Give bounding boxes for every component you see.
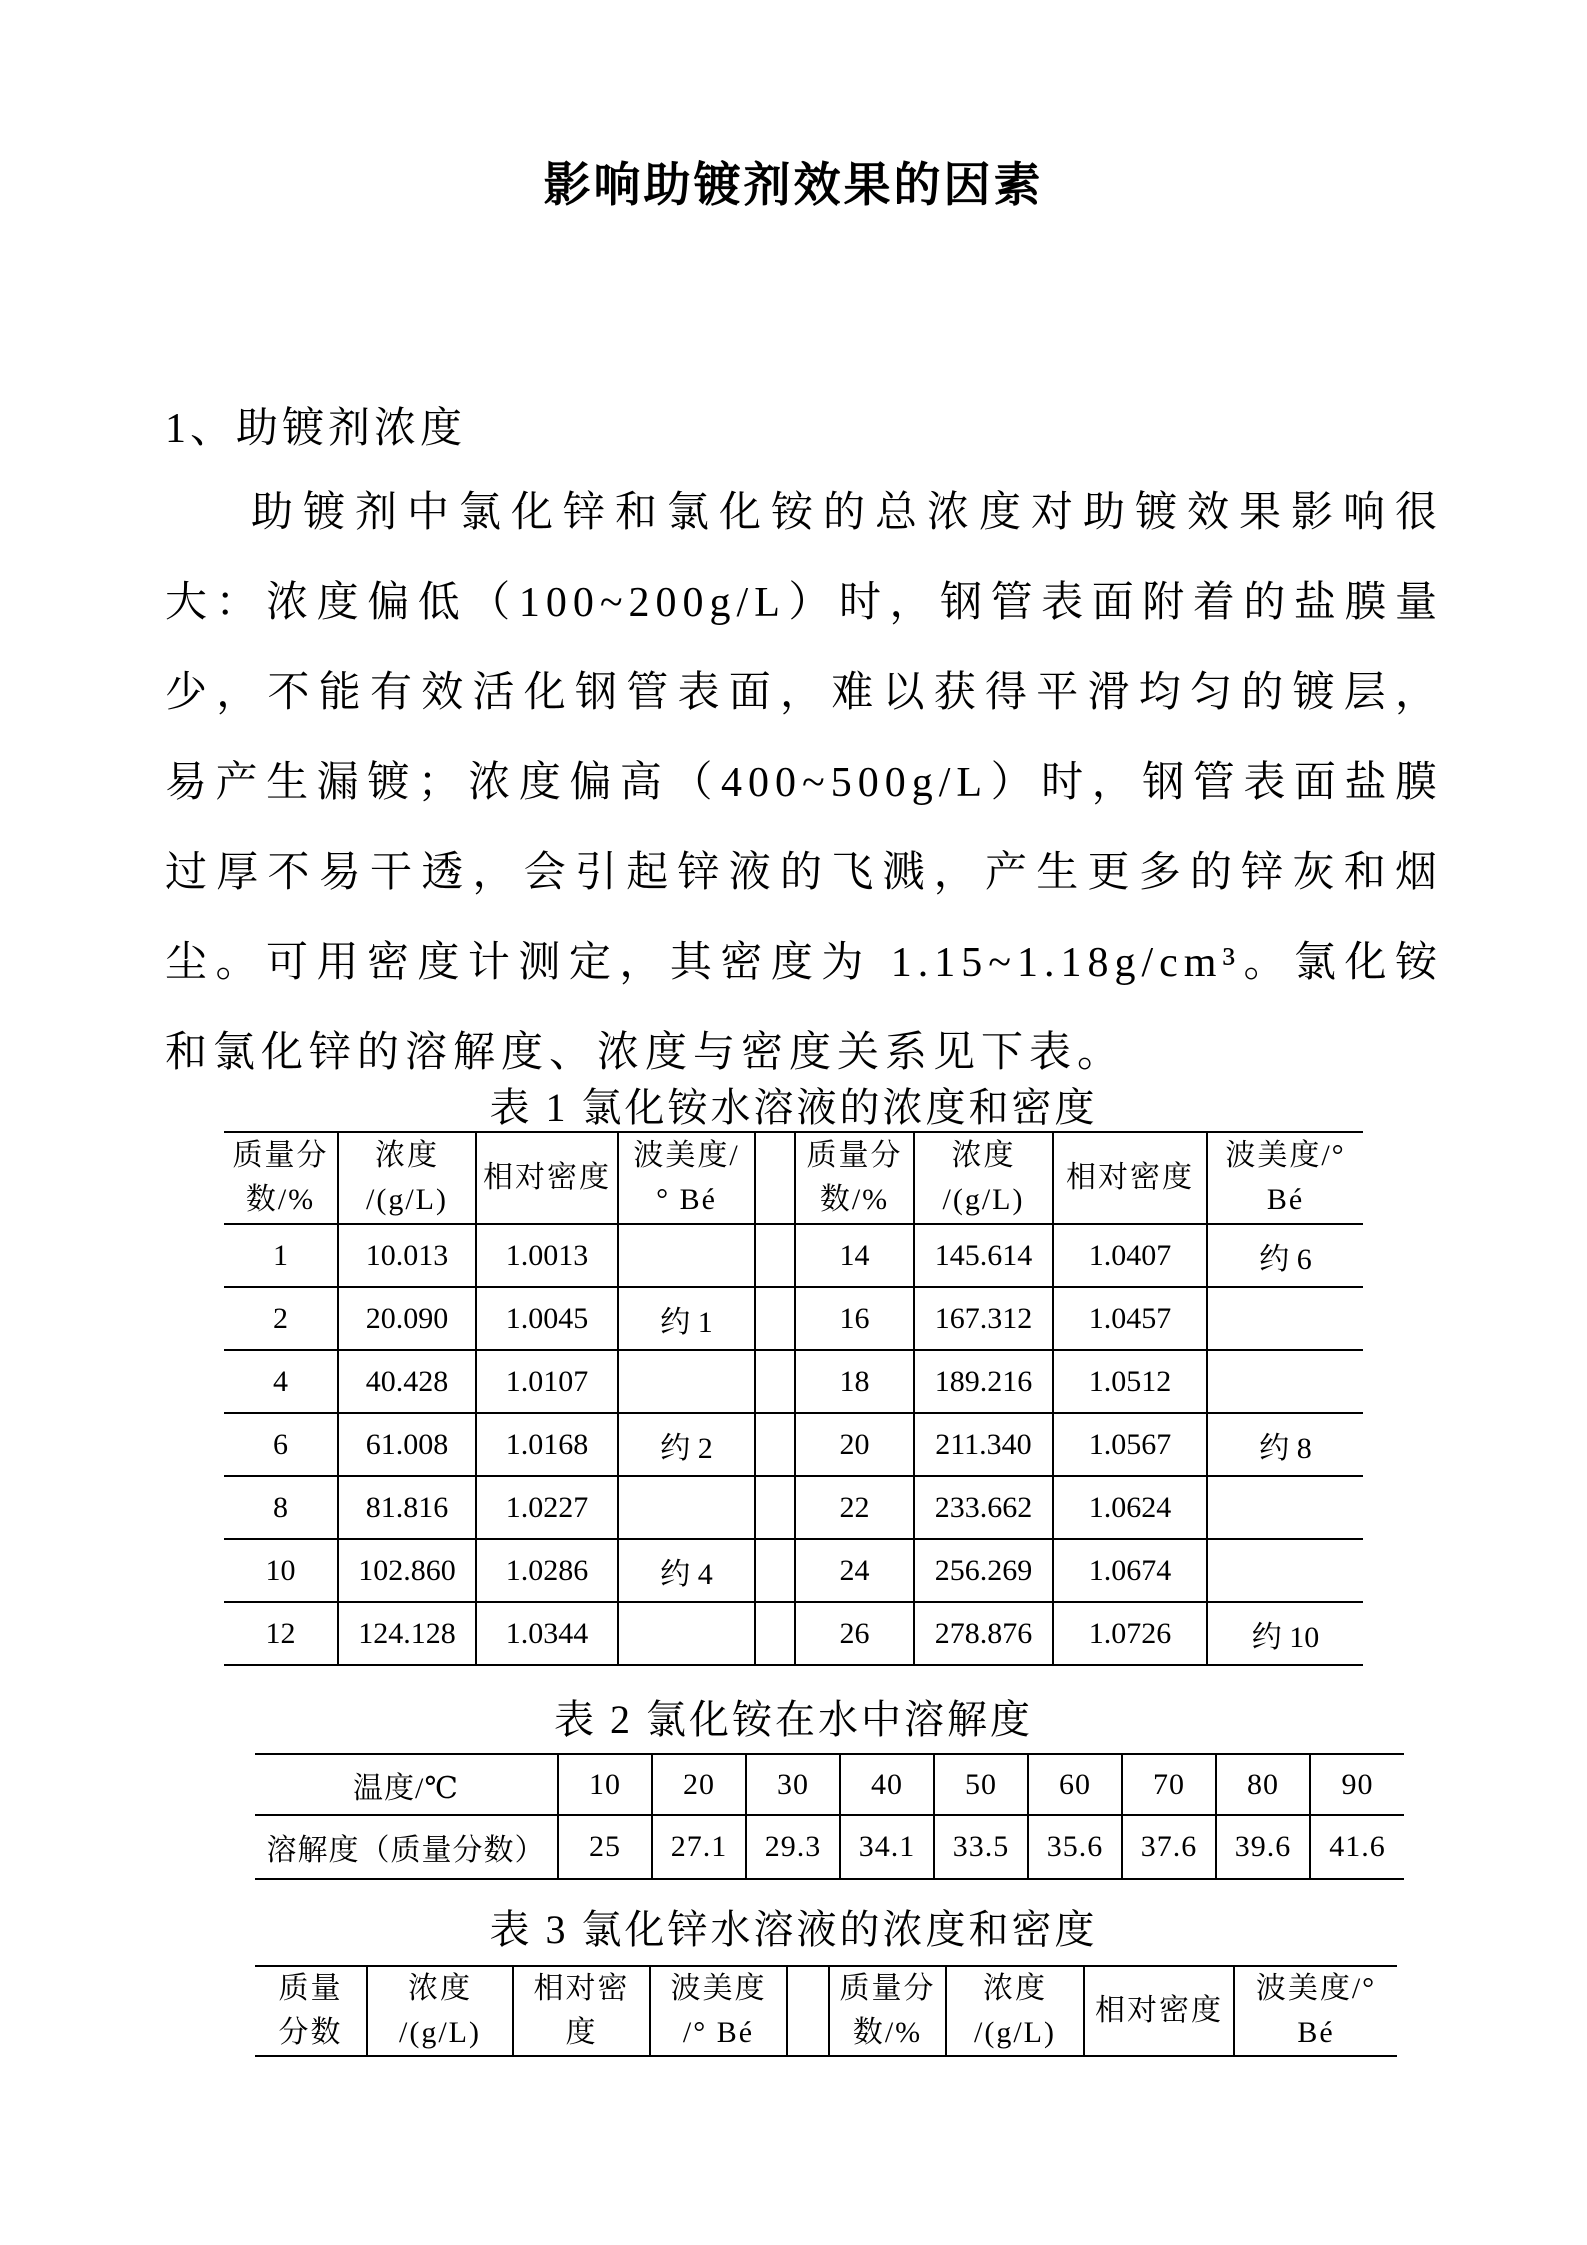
table-cell: 278.876 (914, 1602, 1053, 1665)
spacer-cell (755, 1287, 795, 1350)
header-cell: 相对密度 (476, 1132, 618, 1224)
spacer-cell (755, 1132, 795, 1224)
table3-title: 表 3 氯化锌水溶液的浓度和密度 (489, 1907, 1098, 1952)
spacer-cell (787, 1966, 829, 2056)
header-cell: 质量分 数/% (829, 1966, 946, 2056)
header-cell: 80 (1216, 1754, 1310, 1815)
spacer-cell (755, 1539, 795, 1602)
table1-header-row (224, 1132, 1363, 1224)
table-cell: 约 1 (618, 1287, 755, 1350)
paragraph-line: 易产生漏镀；浓度偏高（400~500g/L）时，钢管表面盐膜 (165, 760, 1443, 806)
table-cell: 189.216 (914, 1350, 1053, 1413)
table-cell: 40.428 (338, 1350, 476, 1413)
header-cell: 波美度/° Bé (1207, 1132, 1363, 1224)
header-cell: 波美度/ ° Bé (618, 1132, 755, 1224)
table-cell: 27.1 (652, 1815, 746, 1879)
header-cell: 质量分 数/% (224, 1132, 338, 1224)
table-cell (1207, 1476, 1363, 1539)
header-cell: 10 (558, 1754, 652, 1815)
table-cell: 1.0286 (476, 1539, 618, 1602)
table2-solubility (255, 1753, 1404, 1880)
table-cell: 167.312 (914, 1287, 1053, 1350)
table-cell: 211.340 (914, 1413, 1053, 1476)
header-cell: 相对密度 (1053, 1132, 1207, 1224)
table-cell: 33.5 (934, 1815, 1028, 1879)
table-cell (618, 1224, 755, 1287)
table-cell: 1.0013 (476, 1224, 618, 1287)
table-cell: 1.0457 (1053, 1287, 1207, 1350)
table-cell (618, 1350, 755, 1413)
table-cell: 41.6 (1310, 1815, 1404, 1879)
table-cell: 20 (795, 1413, 914, 1476)
table-cell: 1.0407 (1053, 1224, 1207, 1287)
table-cell: 1.0107 (476, 1350, 618, 1413)
table-cell: 10 (224, 1539, 338, 1602)
table-cell: 约 4 (618, 1539, 755, 1602)
header-cell: 40 (840, 1754, 934, 1815)
table-cell: 26 (795, 1602, 914, 1665)
table-cell: 4 (224, 1350, 338, 1413)
table-row (224, 1287, 1363, 1350)
table-cell: 6 (224, 1413, 338, 1476)
table-cell: 35.6 (1028, 1815, 1122, 1879)
table-cell: 8 (224, 1476, 338, 1539)
table-cell: 2 (224, 1287, 338, 1350)
table-row (224, 1350, 1363, 1413)
spacer-cell (755, 1350, 795, 1413)
header-cell: 相对密 度 (513, 1966, 650, 2056)
page-title: 影响助镀剂效果的因素 (543, 160, 1044, 212)
header-cell: 相对密度 (1084, 1966, 1234, 2056)
table-cell (618, 1476, 755, 1539)
header-cell: 30 (746, 1754, 840, 1815)
table-cell: 1.0567 (1053, 1413, 1207, 1476)
table-cell: 1.0674 (1053, 1539, 1207, 1602)
table1-title: 表 1 氯化铵水溶液的浓度和密度 (489, 1085, 1098, 1130)
header-cell: 20 (652, 1754, 746, 1815)
table-cell: 124.128 (338, 1602, 476, 1665)
table-cell: 1.0045 (476, 1287, 618, 1350)
table-cell: 1.0344 (476, 1602, 618, 1665)
table-row (224, 1602, 1363, 1665)
table-row (224, 1224, 1363, 1287)
header-cell: 质量分 数/% (795, 1132, 914, 1224)
table-cell: 16 (795, 1287, 914, 1350)
header-cell: 温度/℃ (255, 1754, 558, 1815)
table-cell: 1.0512 (1053, 1350, 1207, 1413)
header-cell: 60 (1028, 1754, 1122, 1815)
table-cell (1207, 1287, 1363, 1350)
table-cell: 1 (224, 1224, 338, 1287)
header-cell: 浓度 /(g/L) (946, 1966, 1084, 2056)
paragraph-line: 过厚不易干透，会引起锌液的飞溅，产生更多的锌灰和烟 (165, 850, 1443, 896)
spacer-cell (755, 1602, 795, 1665)
table-cell: 20.090 (338, 1287, 476, 1350)
table1-concentration-density (224, 1131, 1363, 1666)
table-cell: 24 (795, 1539, 914, 1602)
table-cell: 61.008 (338, 1413, 476, 1476)
table-row (255, 1815, 1404, 1879)
table-cell: 1.0168 (476, 1413, 618, 1476)
table-cell: 约 2 (618, 1413, 755, 1476)
table-cell: 12 (224, 1602, 338, 1665)
table-cell: 1.0624 (1053, 1476, 1207, 1539)
header-cell: 50 (934, 1754, 1028, 1815)
table-cell: 约 6 (1207, 1224, 1363, 1287)
table-cell: 145.614 (914, 1224, 1053, 1287)
table-row (224, 1476, 1363, 1539)
table-row (224, 1413, 1363, 1476)
paragraph-line: 少，不能有效活化钢管表面，难以获得平滑均匀的镀层， (165, 670, 1443, 716)
table-row (224, 1539, 1363, 1602)
table-cell: 14 (795, 1224, 914, 1287)
header-cell: 浓度 /(g/L) (338, 1132, 476, 1224)
table-cell: 29.3 (746, 1815, 840, 1879)
table-cell: 溶解度（质量分数） (255, 1815, 558, 1879)
header-cell: 浓度 /(g/L) (367, 1966, 513, 2056)
table-cell: 约 8 (1207, 1413, 1363, 1476)
table-cell (1207, 1539, 1363, 1602)
table3-zinc-chloride (255, 1965, 1397, 2057)
header-cell: 波美度/° Bé (1234, 1966, 1397, 2056)
table-cell: 102.860 (338, 1539, 476, 1602)
table2-header-row (255, 1754, 1404, 1815)
spacer-cell (755, 1224, 795, 1287)
table-cell: 约 10 (1207, 1602, 1363, 1665)
header-cell: 90 (1310, 1754, 1404, 1815)
table-cell: 37.6 (1122, 1815, 1216, 1879)
table-cell: 256.269 (914, 1539, 1053, 1602)
table-cell: 39.6 (1216, 1815, 1310, 1879)
table-cell: 1.0726 (1053, 1602, 1207, 1665)
table2-title: 表 2 氯化铵在水中溶解度 (554, 1697, 1033, 1742)
table-cell: 22 (795, 1476, 914, 1539)
table-cell: 81.816 (338, 1476, 476, 1539)
header-cell: 70 (1122, 1754, 1216, 1815)
table-cell (618, 1602, 755, 1665)
table-cell: 10.013 (338, 1224, 476, 1287)
spacer-cell (755, 1413, 795, 1476)
table-cell: 1.0227 (476, 1476, 618, 1539)
paragraph-line: 尘。可用密度计测定，其密度为 1.15~1.18g/cm³。氯化铵 (165, 940, 1443, 986)
header-cell: 波美度 /° Bé (650, 1966, 787, 2056)
header-cell: 浓度 /(g/L) (914, 1132, 1053, 1224)
header-cell: 质量 分数 (255, 1966, 367, 2056)
table-cell: 233.662 (914, 1476, 1053, 1539)
paragraph-line: 和氯化锌的溶解度、浓度与密度关系见下表。 (165, 1030, 1126, 1076)
table-cell (1207, 1350, 1363, 1413)
paragraph-line: 大：浓度偏低（100~200g/L）时，钢管表面附着的盐膜量 (165, 580, 1443, 626)
table3-header-row (255, 1966, 1397, 2056)
section-heading: 1、助镀剂浓度 (165, 406, 467, 452)
table-cell: 25 (558, 1815, 652, 1879)
spacer-cell (755, 1476, 795, 1539)
table-cell: 34.1 (840, 1815, 934, 1879)
paragraph-line: 助镀剂中氯化锌和氯化铵的总浓度对助镀效果影响很 (251, 490, 1443, 536)
table-cell: 18 (795, 1350, 914, 1413)
